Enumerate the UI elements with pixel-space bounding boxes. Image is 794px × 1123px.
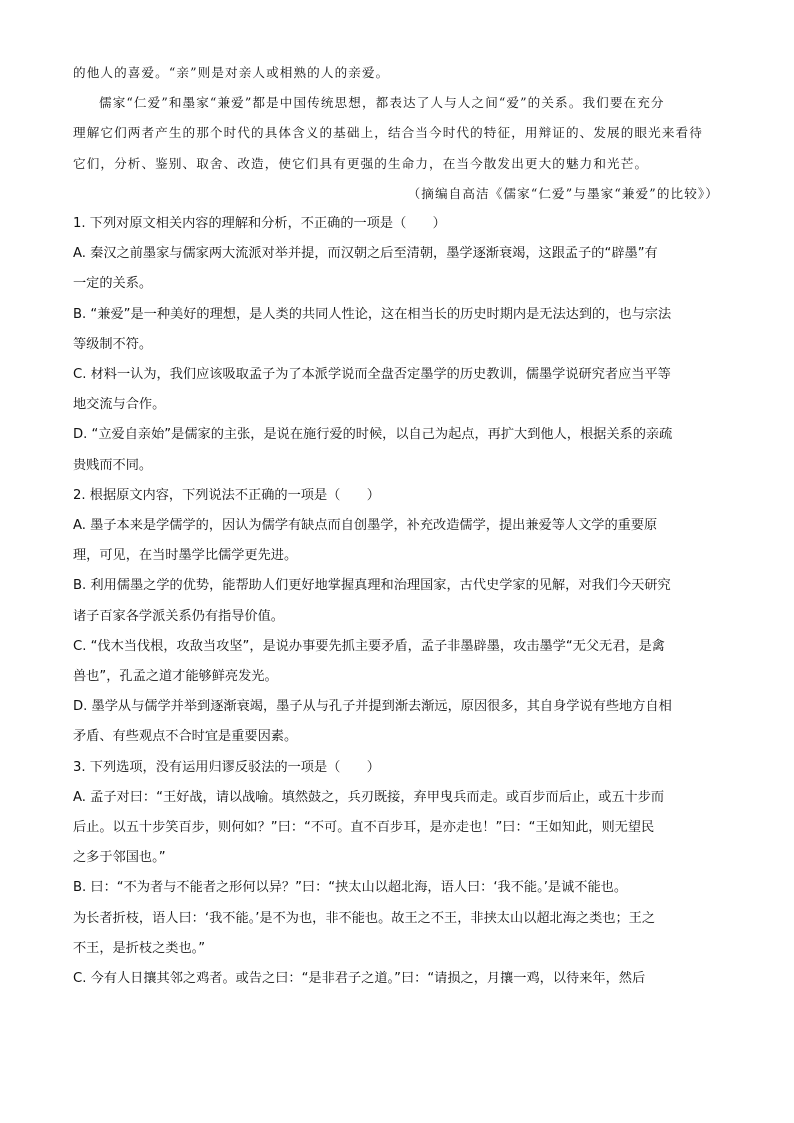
q2-option-a: A. 墨子本来是学儒学的，因认为儒学有缺点而自创墨学，补充改造儒学，提出兼爱等人文学的重要原	[73, 518, 658, 534]
q3-option-c: C. 今有人日攘其邻之鸡者。或告之曰：“是非君子之道。”曰：“请损之，月攘一鸡，以待来年，然后	[73, 971, 646, 987]
q2-option-b: B. 利用儒墨之学的优势，能帮助人们更好地掌握真理和治理国家，古代史学家的见解，对我们今天研究	[73, 578, 671, 594]
question-3-stem: 3. 下列选项，没有运用归谬反驳法的一项是（ ）	[73, 759, 380, 775]
q1-option-d-cont: 贵贱而不同。	[73, 457, 153, 473]
q2-option-d: D. 墨学从与儒学并举到逐渐衰竭，墨子从与孔子并提到渐去渐远，原因很多，其自身学说有些地方自相	[73, 699, 672, 715]
q1-option-a: A. 秦汉之前墨家与儒家两大流派对举并提，而汉朝之后至清朝，墨学逐渐衰竭，这跟孟子的“辟墨”有	[73, 246, 658, 262]
passage-line: 它们，分析、鉴别、取舍、改造，使它们具有更强的生命力，在当今散发出更大的魅力和光芒。	[73, 155, 649, 171]
q1-option-c-cont: 地交流与合作。	[73, 397, 166, 413]
question-2-stem: 2. 根据原文内容，下列说法不正确的一项是（ ）	[73, 487, 380, 503]
document-page	[73, 58, 719, 994]
q3-option-a-cont: 之多于邻国也。”	[73, 850, 166, 866]
q2-option-b-cont: 诸子百家各学派关系仍有指导价值。	[73, 608, 284, 624]
q2-option-d-cont: 矛盾、有些观点不合时宜是重要因素。	[73, 729, 298, 745]
q3-option-b-cont: 不王，是折枝之类也。”	[73, 940, 206, 956]
q3-option-b: B. 曰：“不为者与不能者之形何以异？”曰：“挟太山以超北海，语人曰：‘我不能。’是诚不能也。	[73, 880, 628, 896]
question-1-stem: 1. 下列对原文相关内容的理解和分析，不正确的一项是（ ）	[73, 216, 446, 232]
q1-option-c: C. 材料一认为，我们应该吸取孟子为了本派学说而全盘否定墨学的历史教训，儒墨学说研究者应当平等	[73, 367, 671, 383]
q3-option-b-cont: 为长者折枝，语人曰：‘我不能。’是不为也，非不能也。故王之不王，非挟太山以超北海之类也；王之	[73, 910, 656, 926]
q3-option-a-cont: 后止。以五十步笑百步，则何如？”曰：“不可。直不百步耳，是亦走也！”曰：“王如知此，则无望民	[73, 820, 655, 836]
q2-option-c: C. “伐木当伐根，攻敌当攻坚”，是说办事要先抓主要矛盾，孟子非墨辟墨，攻击墨学“无父无君，是禽	[73, 638, 665, 654]
q2-option-c-cont: 兽也”，孔孟之道才能够鲜亮发光。	[73, 669, 278, 685]
source-citation: （摘编自高洁《儒家“仁爱”与墨家“兼爱”的比较》）	[407, 185, 719, 201]
passage-line: 儒家“仁爱”和墨家“兼爱”都是中国传统思想，都表达了人与人之间“爱”的关系。我们要在充分	[99, 95, 665, 111]
q1-option-d: D. “立爱自亲始”是儒家的主张，是说在施行爱的时候，以自己为起点，再扩大到他人，根据关系的亲疏	[73, 427, 673, 443]
passage-line: 的他人的喜爱。“亲”则是对亲人或相熟的人的亲爱。	[73, 65, 390, 80]
q1-option-b: B. “兼爱”是一种美好的理想，是人类的共同人性论，这在相当长的历史时期内是无法达到的，也与宗法	[73, 306, 672, 322]
q2-option-a-cont: 理，可见，在当时墨学比儒学更先进。	[73, 548, 298, 564]
q1-option-a-cont: 一定的关系。	[73, 276, 153, 292]
passage-line: 理解它们两者产生的那个时代的具体含义的基础上，结合当今时代的特征，用辩证的、发展的眼光来看待	[73, 125, 703, 141]
q1-option-b-cont: 等级制不符。	[73, 336, 153, 352]
q3-option-a: A. 孟子对曰：“王好战，请以战喻。填然鼓之，兵刃既接，弃甲曳兵而走。或百步而后止，或五十步而	[73, 789, 665, 805]
